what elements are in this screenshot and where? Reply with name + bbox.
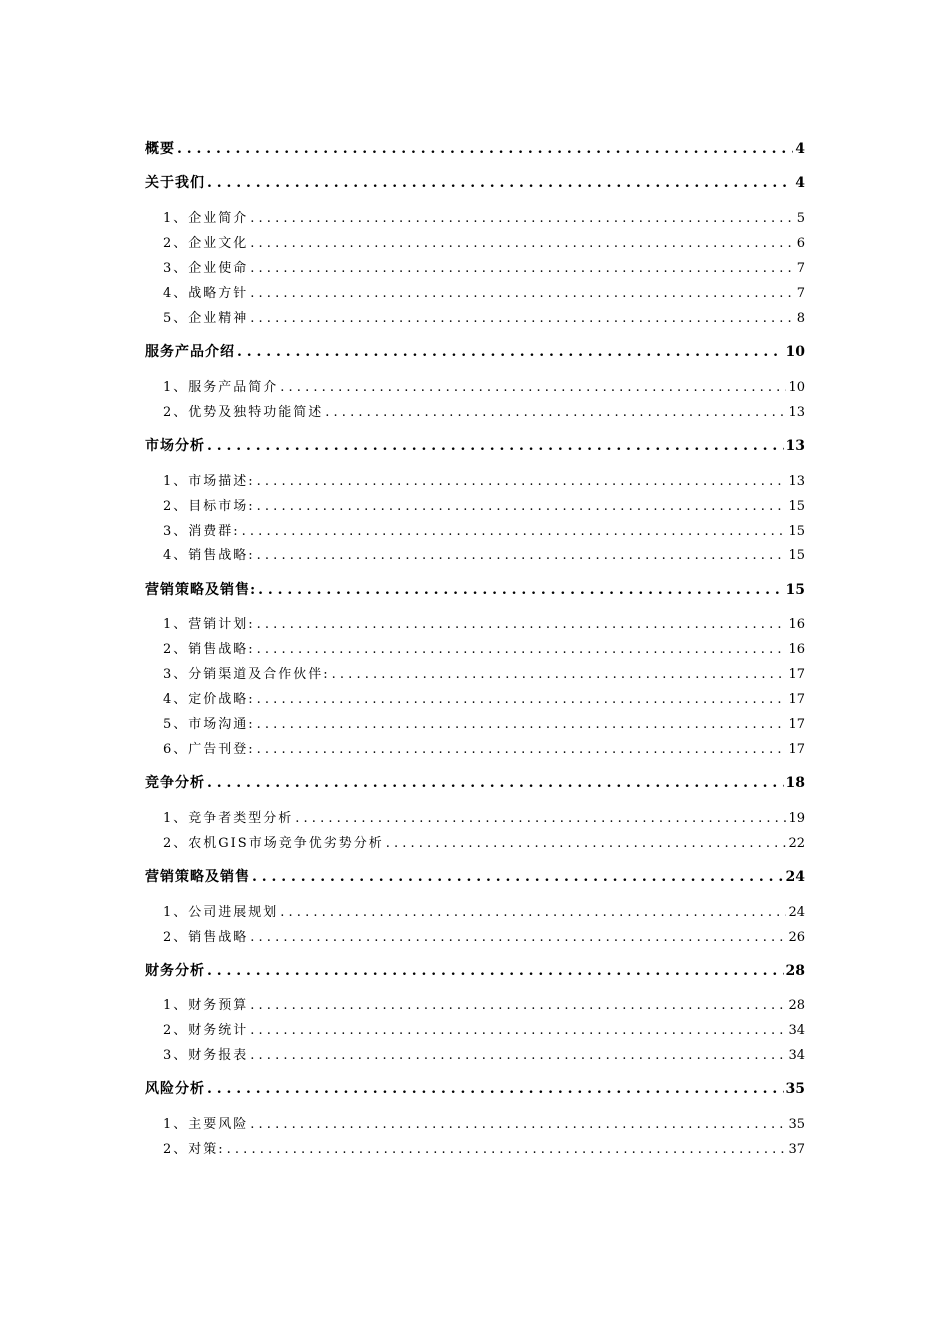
dot-leader (257, 617, 787, 632)
dot-leader (237, 344, 784, 360)
toc-entry-label: 4、销售战略: (163, 548, 255, 563)
dot-leader (250, 311, 794, 326)
toc-entry-label: 营销策略及销售: (145, 582, 257, 598)
dot-leader (332, 667, 787, 682)
toc-heading-entry[interactable] (145, 579, 805, 599)
toc-page-number: 13 (788, 405, 805, 420)
toc-page-number: 28 (785, 963, 805, 979)
toc-page-number: 28 (788, 998, 805, 1013)
toc-page-number: 15 (788, 524, 805, 539)
toc-page-number: 24 (788, 905, 805, 920)
toc-subentry[interactable] (163, 401, 805, 420)
toc-page-number: 16 (788, 642, 805, 657)
dot-leader (258, 582, 783, 598)
toc-entry-label: 财务分析 (145, 963, 205, 979)
toc-page-number: 5 (796, 211, 805, 226)
toc-subentry[interactable] (163, 1019, 805, 1038)
dot-leader (177, 141, 793, 157)
toc-entry-label: 3、消费群: (163, 524, 240, 539)
toc-page-number: 18 (785, 775, 805, 791)
toc-page-number: 7 (796, 261, 805, 276)
toc-page-number: 35 (788, 1117, 805, 1132)
dot-leader (257, 717, 787, 732)
dot-leader (207, 438, 784, 454)
toc-entry-label: 1、竞争者类型分析 (163, 811, 294, 826)
toc-page-number: 26 (788, 930, 805, 945)
dot-leader (207, 175, 793, 191)
toc-entry-label: 2、销售战略: (163, 642, 255, 657)
toc-subentry[interactable] (163, 738, 805, 757)
toc-entry-label: 风险分析 (145, 1081, 205, 1097)
toc-entry-label: 2、目标市场: (163, 499, 255, 514)
toc-entry-label: 关于我们 (145, 175, 205, 191)
toc-subentry[interactable] (163, 307, 805, 326)
toc-entry-label: 1、公司进展规划 (163, 905, 279, 920)
dot-leader (295, 811, 786, 826)
dot-leader (250, 930, 786, 945)
toc-page-number: 17 (788, 667, 805, 682)
toc-subentry[interactable] (163, 663, 805, 682)
toc-subentry[interactable] (163, 544, 805, 563)
toc-entry-label: 3、企业使命 (163, 261, 249, 276)
toc-subentry[interactable] (163, 1044, 805, 1063)
dot-leader (257, 642, 787, 657)
toc-page-number: 6 (796, 236, 805, 251)
toc-page-number: 7 (796, 286, 805, 301)
toc-page-number: 16 (788, 617, 805, 632)
toc-entry-label: 2、销售战略 (163, 930, 249, 945)
toc-subentry[interactable] (163, 1113, 805, 1132)
toc-heading-entry[interactable] (145, 866, 805, 886)
toc-entry-label: 5、市场沟通: (163, 717, 255, 732)
toc-entry-label: 3、财务报表 (163, 1048, 249, 1063)
dot-leader (257, 548, 787, 563)
dot-leader (257, 499, 787, 514)
toc-entry-label: 2、财务统计 (163, 1023, 249, 1038)
toc-page-number: 13 (785, 438, 805, 454)
dot-leader (207, 775, 784, 791)
toc-entry-label: 服务产品介绍 (145, 344, 235, 360)
dot-leader (252, 869, 784, 885)
toc-entry-label: 5、企业精神 (163, 311, 249, 326)
dot-leader (325, 405, 786, 420)
toc-subentry[interactable] (163, 713, 805, 732)
toc-entry-label: 1、营销计划: (163, 617, 255, 632)
dot-leader (280, 905, 786, 920)
toc-subentry[interactable] (163, 1138, 805, 1157)
toc-page-number: 24 (785, 869, 805, 885)
dot-leader (257, 692, 787, 707)
toc-entry-label: 市场分析 (145, 438, 205, 454)
toc-subentry[interactable] (163, 520, 805, 539)
toc-heading-entry[interactable] (145, 772, 805, 792)
toc-subentry[interactable] (163, 495, 805, 514)
toc-subentry[interactable] (163, 282, 805, 301)
dot-leader (250, 211, 794, 226)
toc-page-number: 22 (788, 836, 805, 851)
toc-subentry[interactable] (163, 638, 805, 657)
dot-leader (257, 474, 787, 489)
toc-heading-entry[interactable] (145, 172, 805, 192)
toc-subentry[interactable] (163, 901, 805, 920)
toc-subentry[interactable] (163, 376, 805, 395)
dot-leader (227, 1142, 787, 1157)
toc-entry-label: 1、企业简介 (163, 211, 249, 226)
toc-entry-label: 3、分销渠道及合作伙伴: (163, 667, 330, 682)
toc-page-number: 15 (788, 499, 805, 514)
toc-subentry[interactable] (163, 807, 805, 826)
toc-heading-entry[interactable] (145, 341, 805, 361)
dot-leader (207, 1081, 784, 1097)
toc-entry-label: 6、广告刊登: (163, 742, 255, 757)
toc-entry-label: 营销策略及销售 (145, 869, 250, 885)
toc-entry-label: 概要 (145, 141, 175, 157)
dot-leader (250, 1023, 786, 1038)
toc-page-number: 17 (788, 717, 805, 732)
toc-subentry[interactable] (163, 832, 805, 851)
toc-subentry[interactable] (163, 994, 805, 1013)
toc-page-number: 17 (788, 742, 805, 757)
toc-page-number: 15 (788, 548, 805, 563)
dot-leader (386, 836, 787, 851)
toc-page-number: 37 (788, 1142, 805, 1157)
toc-page-number: 13 (788, 474, 805, 489)
toc-page-number: 10 (788, 380, 805, 395)
dot-leader (250, 1048, 786, 1063)
dot-leader (250, 998, 786, 1013)
toc-subentry[interactable] (163, 470, 805, 489)
toc-entry-label: 4、战略方针 (163, 286, 249, 301)
toc-page-number: 4 (795, 175, 805, 191)
toc-subentry[interactable] (163, 232, 805, 251)
toc-subentry[interactable] (163, 926, 805, 945)
toc-subentry[interactable] (163, 257, 805, 276)
toc-entry-label: 2、企业文化 (163, 236, 249, 251)
toc-heading-entry[interactable] (145, 435, 805, 455)
dot-leader (250, 261, 794, 276)
dot-leader (250, 236, 794, 251)
dot-leader (257, 742, 787, 757)
dot-leader (280, 380, 786, 395)
toc-entry-label: 4、定价战略: (163, 692, 255, 707)
toc-page-number: 34 (788, 1048, 805, 1063)
toc-entry-label: 竞争分析 (145, 775, 205, 791)
toc-subentry[interactable] (163, 207, 805, 226)
toc-heading-entry[interactable] (145, 138, 805, 158)
toc-heading-entry[interactable] (145, 960, 805, 980)
toc-page-number: 15 (785, 582, 805, 598)
dot-leader (242, 524, 787, 539)
dot-leader (250, 1117, 786, 1132)
toc-entry-label: 1、主要风险 (163, 1117, 249, 1132)
toc-page-number: 4 (795, 141, 805, 157)
dot-leader (207, 963, 784, 979)
toc-entry-label: 2、优势及独特功能简述 (163, 405, 324, 420)
toc-page-number: 8 (796, 311, 805, 326)
dot-leader (250, 286, 794, 301)
toc-entry-label: 2、对策: (163, 1142, 225, 1157)
toc-entry-label: 1、服务产品简介 (163, 380, 279, 395)
toc-entry-label: 1、市场描述: (163, 474, 255, 489)
toc-page-number: 34 (788, 1023, 805, 1038)
toc-entry-label: 1、财务预算 (163, 998, 249, 1013)
toc-subentry[interactable] (163, 688, 805, 707)
toc-heading-entry[interactable] (145, 1078, 805, 1098)
toc-page-number: 19 (788, 811, 805, 826)
toc-entry-label: 2、农机GIS市场竞争优劣势分析 (163, 836, 384, 851)
toc-page-number: 35 (785, 1081, 805, 1097)
toc-subentry[interactable] (163, 613, 805, 632)
toc-page-number: 17 (788, 692, 805, 707)
toc-page-number: 10 (785, 344, 805, 360)
